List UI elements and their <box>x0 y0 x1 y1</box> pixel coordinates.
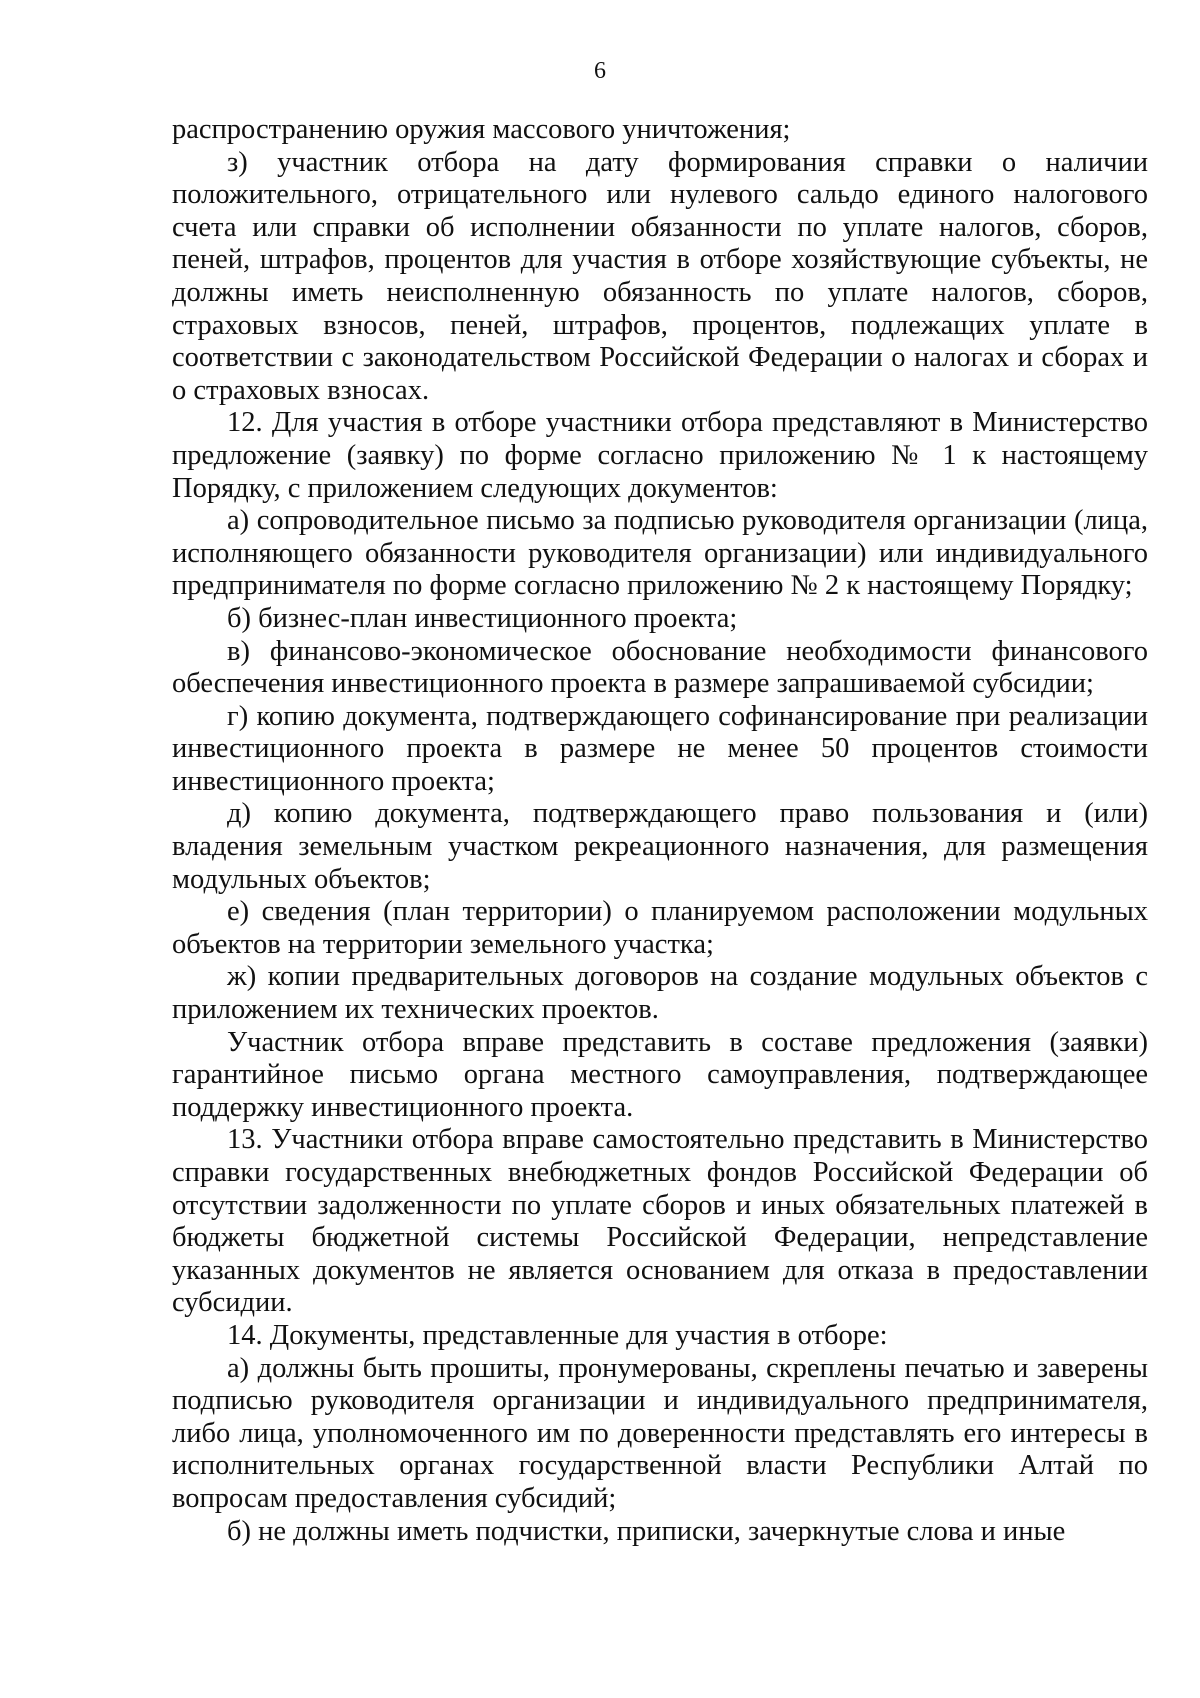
paragraph-continuation: распространению оружия массового уничтожения; <box>172 114 791 145</box>
paragraph-item-z: з) участник отбора на дату формирования справки о наличии положительного, отрицательного или нулевого сальдо единого налогового счета или справки об исполнении обязанности по уплате налогов, сборов, пеней, штрафов, процентов для участия в отборе хозяйствующие субъекты, не должны иметь неисполненную обязанность по уплате налогов, сборов, страховых взносов, пеней, штрафов, процентов, подлежащих уплате в соответствии с законодательством Российской Федерации о налогах и сборах и о страховых взносах. <box>172 146 1148 406</box>
paragraph-14-item-a: а) должны быть прошиты, пронумерованы, скреплены печатью и заверены подписью руководителя организации и индивидуального предпринимателя, либо лица, уполномоченного им по доверенности представлять его интересы в исполнительных органах государственной власти Республики Алтай по вопросам предоставления субсидий; <box>172 1352 1148 1514</box>
paragraph-12-item-zh: ж) копии предварительных договоров на создание модульных объектов с приложением их технических проектов. <box>172 961 1148 1026</box>
paragraph-12-item-d: д) копию документа, подтверждающего право пользования и (или) владения земельным участком рекреационного назначения, для размещения модульных объектов; <box>172 798 1148 895</box>
paragraph-13: 13. Участники отбора вправе самостоятельно представить в Министерство справки государственных внебюджетных фондов Российской Федерации об отсутствии задолженности по уплате сборов и иных обязательных платежей в бюджеты бюджетной системы Российской Федерации, непредставление указанных документов не является основанием для отказа в предоставлении субсидии. <box>172 1124 1148 1319</box>
paragraph-14-item-b: б) не должны иметь подчистки, приписки, зачеркнутые слова и иные <box>227 1515 1066 1547</box>
paragraph-12-item-e: е) сведения (план территории) о планируемом расположении модульных объектов на территории земельного участка; <box>172 896 1148 960</box>
paragraph-guarantee-letter: Участник отбора вправе представить в составе предложения (заявки) гарантийное письмо органа местного самоуправления, подтверждающее поддержку инвестиционного проекта. <box>172 1026 1148 1123</box>
page-number: 6 <box>594 58 606 84</box>
paragraph-12-item-v: в) финансово-экономическое обоснование необходимости финансового обеспечения инвестиционного проекта в размере запрашиваемой субсидии; <box>172 635 1148 700</box>
paragraph-12-item-b: б) бизнес-план инвестиционного проекта; <box>227 602 738 634</box>
paragraph-12: 12. Для участия в отборе участники отбора представляют в Министерство предложение (заявку) по форме согласно приложению № 1 к настоящему Порядку, с приложением следующих документов: <box>172 407 1148 504</box>
paragraph-14: 14. Документы, представленные для участия в отборе: <box>227 1319 888 1351</box>
paragraph-12-item-g: г) копию документа, подтверждающего софинансирование при реализации инвестиционного проекта в размере не менее 50 процентов стоимости инвестиционного проекта; <box>172 700 1148 797</box>
paragraph-12-item-a: а) сопроводительное письмо за подписью руководителя организации (лица, исполняющего обязанности руководителя организации) или индивидуального предпринимателя по форме согласно приложению № 2 к настоящему Порядку; <box>172 505 1148 602</box>
document-body <box>172 114 1148 1548</box>
